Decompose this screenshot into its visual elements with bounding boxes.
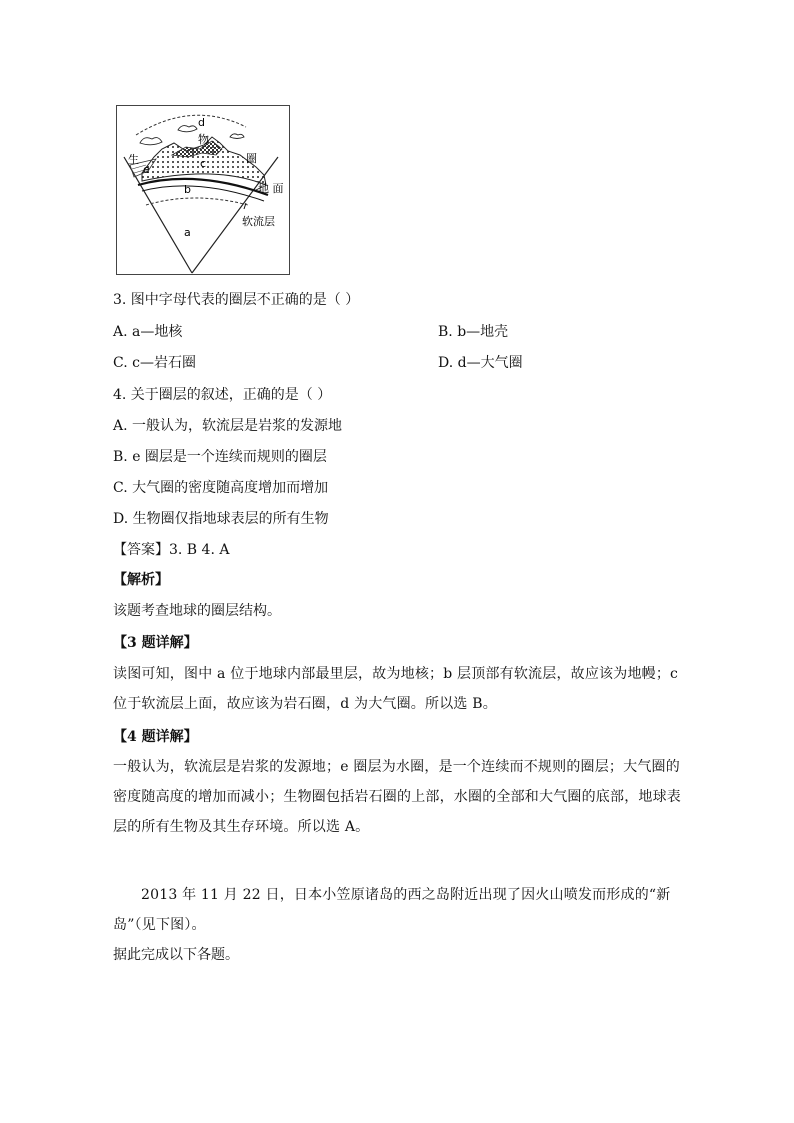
q3-option-a: A. a—地核 <box>113 324 183 340</box>
q3-option-d: D. d—大气圈 <box>438 355 523 371</box>
analysis-text: 该题考查地球的圈层结构。 <box>113 603 281 619</box>
q4-option-d: D. 生物圈仅指地球表层的所有生物 <box>113 511 329 527</box>
label-wu: 物 <box>198 133 209 146</box>
label-d: d <box>198 116 205 129</box>
q4-option-c: C. 大气圈的密度随高度增加而增加 <box>113 480 329 496</box>
q3-stem: 3. 图中字母代表的圈层不正确的是（ ） <box>113 292 360 308</box>
label-a: a <box>184 226 191 239</box>
label-sheng: 生 <box>128 153 139 166</box>
analysis-heading: 【解析】 <box>113 572 169 588</box>
label-quan: 圈 <box>246 152 257 165</box>
q3-option-b: B. b—地壳 <box>438 324 509 340</box>
q4-detail-text: 一般认为，软流层是岩浆的发源地；e 圈层为水圈，是一个连续而不规则的圈层；大气圈的密度随高度的增加而减小；生物圈包括岩石圈的上部，水圈的全部和大气圈的底部，地球表层的所有生物及其生存环境。所以选 A。 <box>113 759 681 835</box>
q4-detail-heading: 【4 题详解】 <box>113 729 198 745</box>
earth-layers-figure <box>116 105 290 275</box>
next-material-instruction: 据此完成以下各题。 <box>113 947 239 963</box>
label-dimian: 地 面 <box>258 182 284 195</box>
label-e: e <box>143 163 150 176</box>
q4-option-b: B. e 圈层是一个连续而规则的圈层 <box>113 449 327 465</box>
label-b: b <box>184 183 191 196</box>
q3-detail-text: 读图可知，图中 a 位于地球内部最里层，故为地核；b 层顶部有软流层，故应该为地幔；c 位于软流层上面，故应该为岩石圈，d 为大气圈。所以选 B。 <box>113 666 679 712</box>
label-ruanliuceng: 软流层 <box>242 215 275 228</box>
q3-detail-heading: 【3 题详解】 <box>113 635 198 651</box>
answer-line: 【答案】3. B 4. A <box>113 542 230 558</box>
q3-option-c: C. c—岩石圈 <box>113 355 196 371</box>
q4-stem: 4. 关于圈层的叙述，正确的是（ ） <box>113 387 332 403</box>
label-c: c <box>200 157 207 170</box>
q4-option-a: A. 一般认为，软流层是岩浆的发源地 <box>113 418 343 434</box>
next-material-intro: 2013 年 11 月 22 日，日本小笠原诸岛的西之岛附近出现了因火山喷发而形成的“新岛”（见下图）。 <box>113 887 671 933</box>
